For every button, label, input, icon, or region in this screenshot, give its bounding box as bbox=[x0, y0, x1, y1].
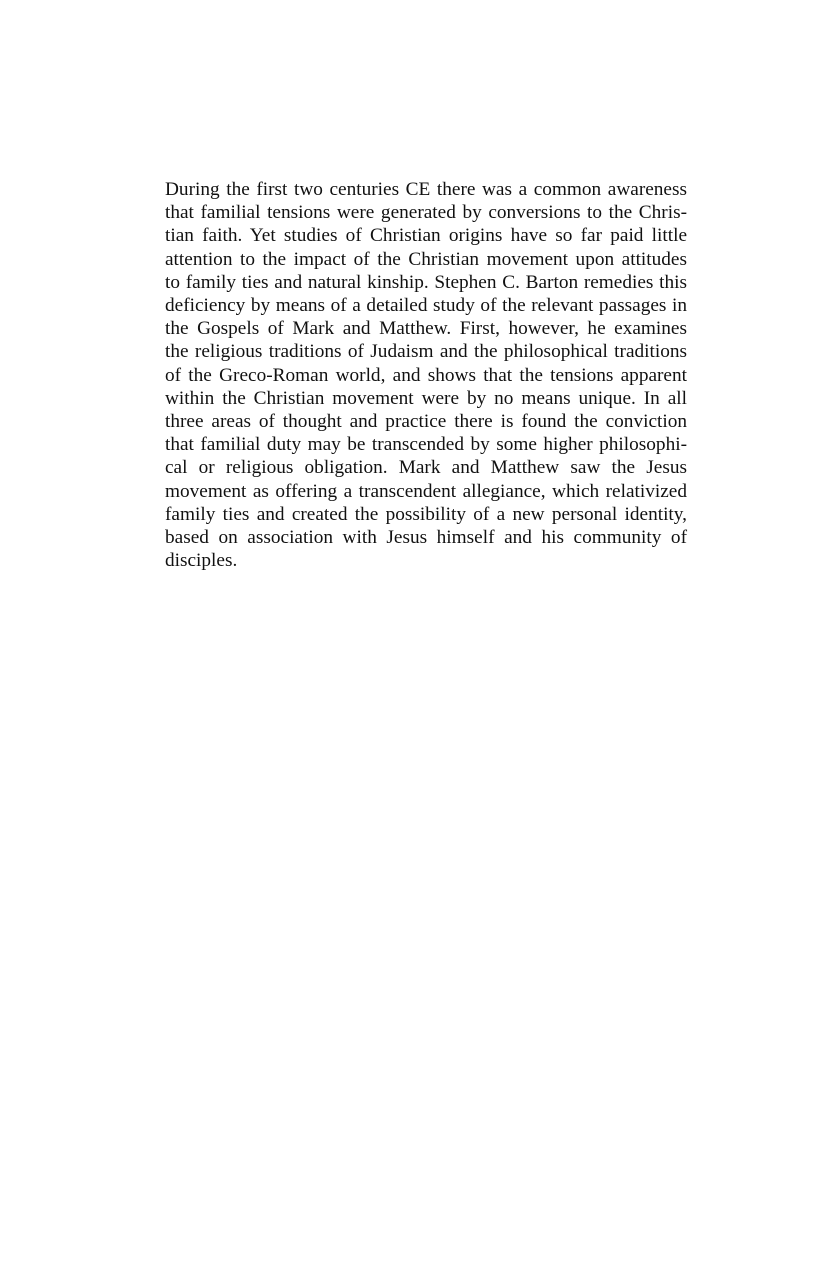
paragraph-line: disciples. bbox=[165, 550, 238, 572]
paragraph-line: to family ties and natural kinship. Stephen C. Barton remedies this bbox=[165, 271, 687, 293]
paragraph-line: attention to the impact of the Christian movement upon attitudes bbox=[165, 248, 687, 270]
book-description-paragraph bbox=[165, 178, 687, 572]
paragraph-line: that familial duty may be transcended by some higher philosophi- bbox=[165, 434, 687, 456]
paragraph-line: the religious traditions of Judaism and the philosophical traditions bbox=[165, 341, 687, 363]
paragraph-line: deficiency by means of a detailed study of the relevant passages in bbox=[165, 295, 687, 317]
paragraph-line: cal or religious obligation. Mark and Matthew saw the Jesus bbox=[165, 457, 687, 479]
paragraph-line: three areas of thought and practice there is found the conviction bbox=[165, 411, 687, 433]
paragraph-line: the Gospels of Mark and Matthew. First, however, he examines bbox=[165, 318, 687, 340]
paragraph-line: movement as offering a transcendent allegiance, which relativized bbox=[165, 480, 687, 502]
paragraph-line: within the Christian movement were by no means unique. In all bbox=[165, 387, 687, 409]
paragraph-line: of the Greco-Roman world, and shows that the tensions apparent bbox=[165, 364, 687, 386]
paragraph-line: family ties and created the possibility of a new personal identity, bbox=[165, 503, 687, 525]
paragraph-line: that familial tensions were generated by conversions to the Chris- bbox=[165, 202, 687, 224]
paragraph-line: tian faith. Yet studies of Christian origins have so far paid little bbox=[165, 225, 687, 247]
paragraph-line: based on association with Jesus himself and his community of bbox=[165, 527, 687, 549]
paragraph-line: During the first two centuries CE there was a common awareness bbox=[165, 179, 687, 200]
